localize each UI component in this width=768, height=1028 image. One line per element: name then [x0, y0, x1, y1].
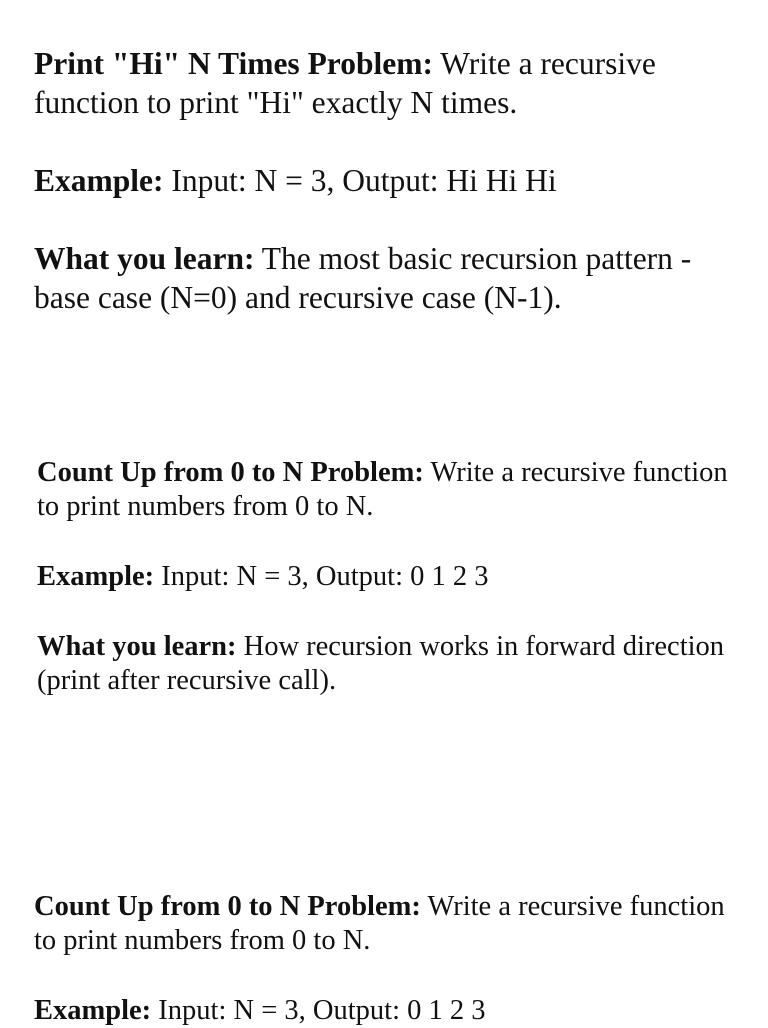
problem-card-print-hi	[0, 44, 768, 317]
example-text: Input: N = 3, Output: 0 1 2 3	[154, 561, 489, 592]
problem-heading: Print "Hi" N Times Problem:	[34, 46, 433, 81]
learn-statement	[37, 630, 744, 698]
problem-text: Write a recursive function to print numbers from 0 to N.	[34, 891, 725, 956]
problem-heading: Count Up from 0 to N Problem:	[37, 457, 424, 488]
learn-text: How recursion works in forward direction (print after recursive call).	[37, 631, 725, 696]
example-statement	[34, 994, 744, 1028]
example-heading: Example:	[37, 561, 155, 592]
learn-statement	[34, 239, 744, 317]
example-heading: Example:	[34, 163, 164, 198]
example-statement	[34, 161, 744, 200]
problem-statement	[34, 890, 744, 958]
example-text: Input: N = 3, Output: 0 1 2 3	[151, 995, 486, 1026]
problem-card-count-up	[0, 456, 768, 698]
example-statement	[37, 560, 744, 594]
problem-statement	[34, 44, 744, 122]
example-heading: Example:	[34, 995, 152, 1026]
problem-text: Write a recursive function to print "Hi" exactly N times.	[34, 46, 656, 120]
problem-text: Write a recursive function to print numbers from 0 to N.	[37, 457, 728, 522]
learn-text: The most basic recursion pattern - base case (N=0) and recursive case (N-1).	[34, 241, 692, 315]
problem-heading: Count Up from 0 to N Problem:	[34, 891, 421, 922]
problem-statement	[37, 456, 744, 524]
example-text: Input: N = 3, Output: Hi Hi Hi	[163, 163, 557, 198]
problem-card-count-up-repeat	[0, 890, 768, 1028]
learn-heading: What you learn:	[37, 631, 237, 662]
learn-heading: What you learn:	[34, 241, 255, 276]
